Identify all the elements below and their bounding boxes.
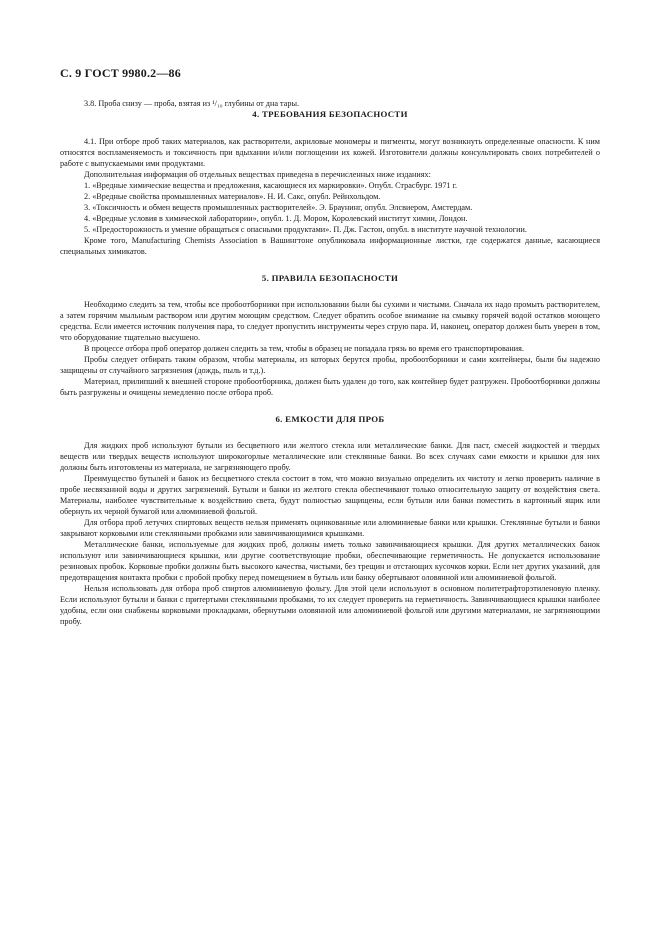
section-6-paragraph: Для отбора проб летучих спиртовых веществ нельзя применять оцинкованные или алюминиевые банки или крышки. Стеклянные бутыли и банки закрывают корковыми или стеклянными пробками или завинчивающимися крышками. xyxy=(60,518,600,538)
reference-item: 4. «Вредные условия в химической лаборатории», опубл. 1. Д. Мором, Королевский институт химии, Лондон. xyxy=(84,214,468,223)
reference-item: 2. «Вредные свойства промышленных материалов». Н. И. Сакс, опубл. Рейнхольдом. xyxy=(84,192,381,201)
section-6-paragraph: Для жидких проб используют бутыли из бесцветного или желтого стекла или металлические банки. Для паст, смесей жидкостей и твердых веществ или твердых веществ используют широкогорлые металлические или стеклянные банки. Во всех случаях сами емкости и крышки для них должны быть изготовлены из материала, не загрязняющего пробу. xyxy=(60,441,600,472)
section-5-paragraph: Необходимо следить за тем, чтобы все пробоотборники при использовании были бы сухими и чистыми. Сначала их надо промыть растворителем, а затем горячим мыльным раствором или другим моющим средством. Следует обратить особое внимание на смывку горячей водой остатков моющего средства. Если имеется источник получения пара, то следует пропустить инструменты через струю пара. И, наконец, оператор должен быть уверен в том, что оборудование тщательно высушено. xyxy=(60,300,600,342)
section-6-paragraph: Металлические банки, используемые для жидких проб, должны иметь только завинчивающиеся крышки. Для других металлических банок используют или завинчивающиеся крышки, или другие соответствующие пробки, обеспечивающие герметичность. Не допускается использование резиновых пробок. Корковые пробки должны быть высокого качества, чистыми, без трещин и отстающих кусочков корки. Если нет других указаний, для предотвращения контакта пробки с пробой пробку перед помещением в бутыль или банку обертывают оловянной или алюминиевой фольгой. xyxy=(60,540,600,582)
document-body xyxy=(60,98,600,627)
section-5-title: 5. ПРАВИЛА БЕЗОПАСНОСТИ xyxy=(261,273,399,283)
reference-item: 3. «Токсичность и обмен веществ промышленных растворителей». Э. Браунинг, опубл. Элсвиером, Амстердам. xyxy=(84,203,473,212)
clause-3-8: 3.8. Проба снизу — проба, взятая из ¹/₁₀ глубины от дна тары. xyxy=(84,99,299,108)
section-6-title: 6. ЕМКОСТИ ДЛЯ ПРОБ xyxy=(275,414,385,424)
section-5-paragraph: Пробы следует отбирать таким образом, чтобы материалы, из которых берутся пробы, пробоотборники и сами контейнеры, были бы надежно защищены от случайного загрязнения (дождь, пыль и т.д.). xyxy=(60,355,600,375)
section-4-title: 4. ТРЕБОВАНИЯ БЕЗОПАСНОСТИ xyxy=(252,109,408,119)
section-4-paragraph: Дополнительная информация об отдельных веществах приведена в перечисленных ниже изданиях: xyxy=(84,170,431,179)
section-6-paragraph: Преимущество бутылей и банок из бесцветного стекла состоит в том, что можно визуально определить их чистоту и легко проверить наличие в пробе несвязанной воды и других загрязнений. Бутыли и банки из желтого стекла обеспечивают только относительную защиту от воздействия света. Материалы, наиболее чувствительные к воздействию света, будут полностью защищены, если бутыли или банки поместить в картонный ящик или обернуть их черной бумагой или алюминиевой фольгой. xyxy=(60,474,600,516)
section-6-paragraph: Нельзя использовать для отбора проб спиртов алюминиевую фольгу. Для этой цели используют в основном политетрафторэтиленовую пленку. Если используют бутыли и банки с притертыми стеклянными пробками, то их следует проверить на герметичность. Завинчивающиеся крышки наиболее удобны, если они снабжены корковыми прокладками, обернутыми оловянной или алюминиевой фольгой или другими материалами, не загрязняющими пробу. xyxy=(60,584,600,626)
reference-item: 5. «Предосторожность и умение обращаться с опасными продуктами». П. Дж. Гастон, опубл. в институте научной технологии. xyxy=(84,225,527,234)
section-5-paragraph: Материал, прилипший к внешней стороне пробоотборника, должен быть удален до того, как контейнер будет разгружен. Пробоотборники должны быть разгружены и очищены немедленно после отбора проб. xyxy=(60,377,600,397)
reference-item: 1. «Вредные химические вещества и предложения, касающиеся их маркировки». Опубл. Страсбург. 1971 г. xyxy=(84,181,458,190)
clause-4-1: 4.1. При отборе проб таких материалов, как растворители, акриловые мономеры и пигменты, могут возникнуть определенные опасности. К ним относятся воспламеняемость и токсичность при вдыхании и/или поглощении их кожей. Изготовители должны консультировать своих потребителей о работе с выпускаемыми ими продуктами. xyxy=(60,137,600,168)
section-4-paragraph: Кроме того, Manufacturing Chemists Association в Вашингтоне опубликовала информационные листки, где содержатся данные, касающиеся специальных химикатов. xyxy=(60,236,600,256)
page-header: С. 9 ГОСТ 9980.2—86 xyxy=(60,66,181,80)
section-5-paragraph: В процессе отбора проб оператор должен следить за тем, чтобы в образец не попадала грязь во время его транспортирования. xyxy=(84,344,524,353)
